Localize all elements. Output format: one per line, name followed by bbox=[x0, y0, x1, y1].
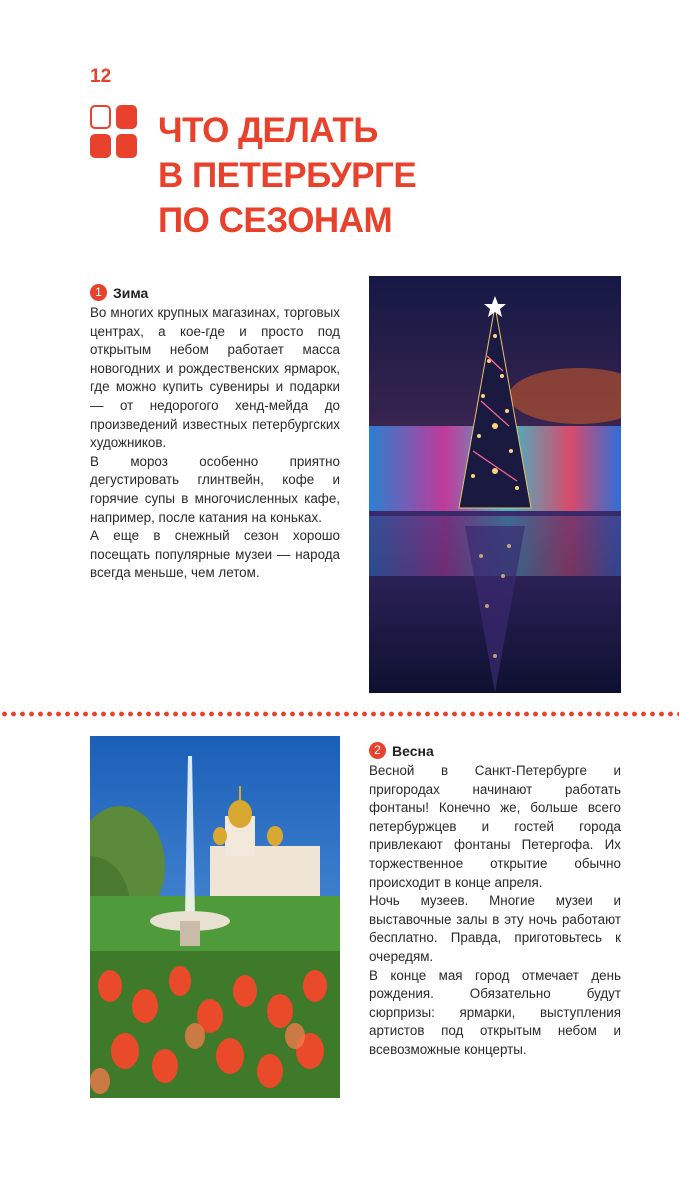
paragraph: В конце мая город отмечает день рождения. Обязательно будут сюрпризы: ярмарки, выступления артистов под открытым небом и всевозможные концерты. bbox=[369, 967, 621, 1057]
section-number-badge: 2 bbox=[369, 742, 386, 759]
paragraph: А еще в снежный сезон хорошо посещать популярные музеи — народа всегда меньше, чем летом. bbox=[90, 528, 340, 581]
peterhof-fountain-photo bbox=[90, 736, 340, 1098]
dotted-divider bbox=[0, 711, 679, 717]
paragraph: Во многих крупных магазинах, торговых центрах, а кое-где и просто под открытым небом работает масса новогодних и рождественских ярмарок, где можно купить сувениры и подарки — от недорогого хенд-мейда до произведений известных петербургских художников. bbox=[90, 305, 340, 451]
section-title: Зима bbox=[113, 284, 149, 301]
paragraph: Ночь музеев. Многие музеи и выставочные залы в эту ночь работают бесплатно. Правда, приготовьтесь к очередям. bbox=[369, 893, 621, 964]
paragraph: Весной в Санкт-Петербурге и пригородах начинают работать фонтаны! Конечно же, больше всего петербуржцев и гостей города привлекают фонтаны Петергофа. Их торжественное открытие обычно происходит в конце апреля. bbox=[369, 763, 621, 890]
page-number: 12 bbox=[90, 66, 112, 87]
four-squares-icon bbox=[90, 105, 138, 159]
spring-heading bbox=[369, 742, 434, 759]
page-title bbox=[158, 108, 478, 243]
section-number-badge: 1 bbox=[90, 284, 107, 301]
winter-heading bbox=[90, 284, 148, 301]
title-line: ЧТО ДЕЛАТЬ bbox=[158, 111, 378, 150]
title-line: В ПЕТЕРБУРГЕ bbox=[158, 156, 417, 195]
paragraph: В мороз особенно приятно дегустировать глинтвейн, кофе и горячие супы в многочисленных кафе, например, после катания на коньках. bbox=[90, 453, 340, 525]
spring-text bbox=[369, 762, 621, 1060]
christmas-tree-photo bbox=[369, 276, 621, 693]
winter-text bbox=[90, 304, 340, 583]
section-title: Весна bbox=[392, 742, 434, 759]
title-line: ПО СЕЗОНАМ bbox=[158, 201, 393, 240]
